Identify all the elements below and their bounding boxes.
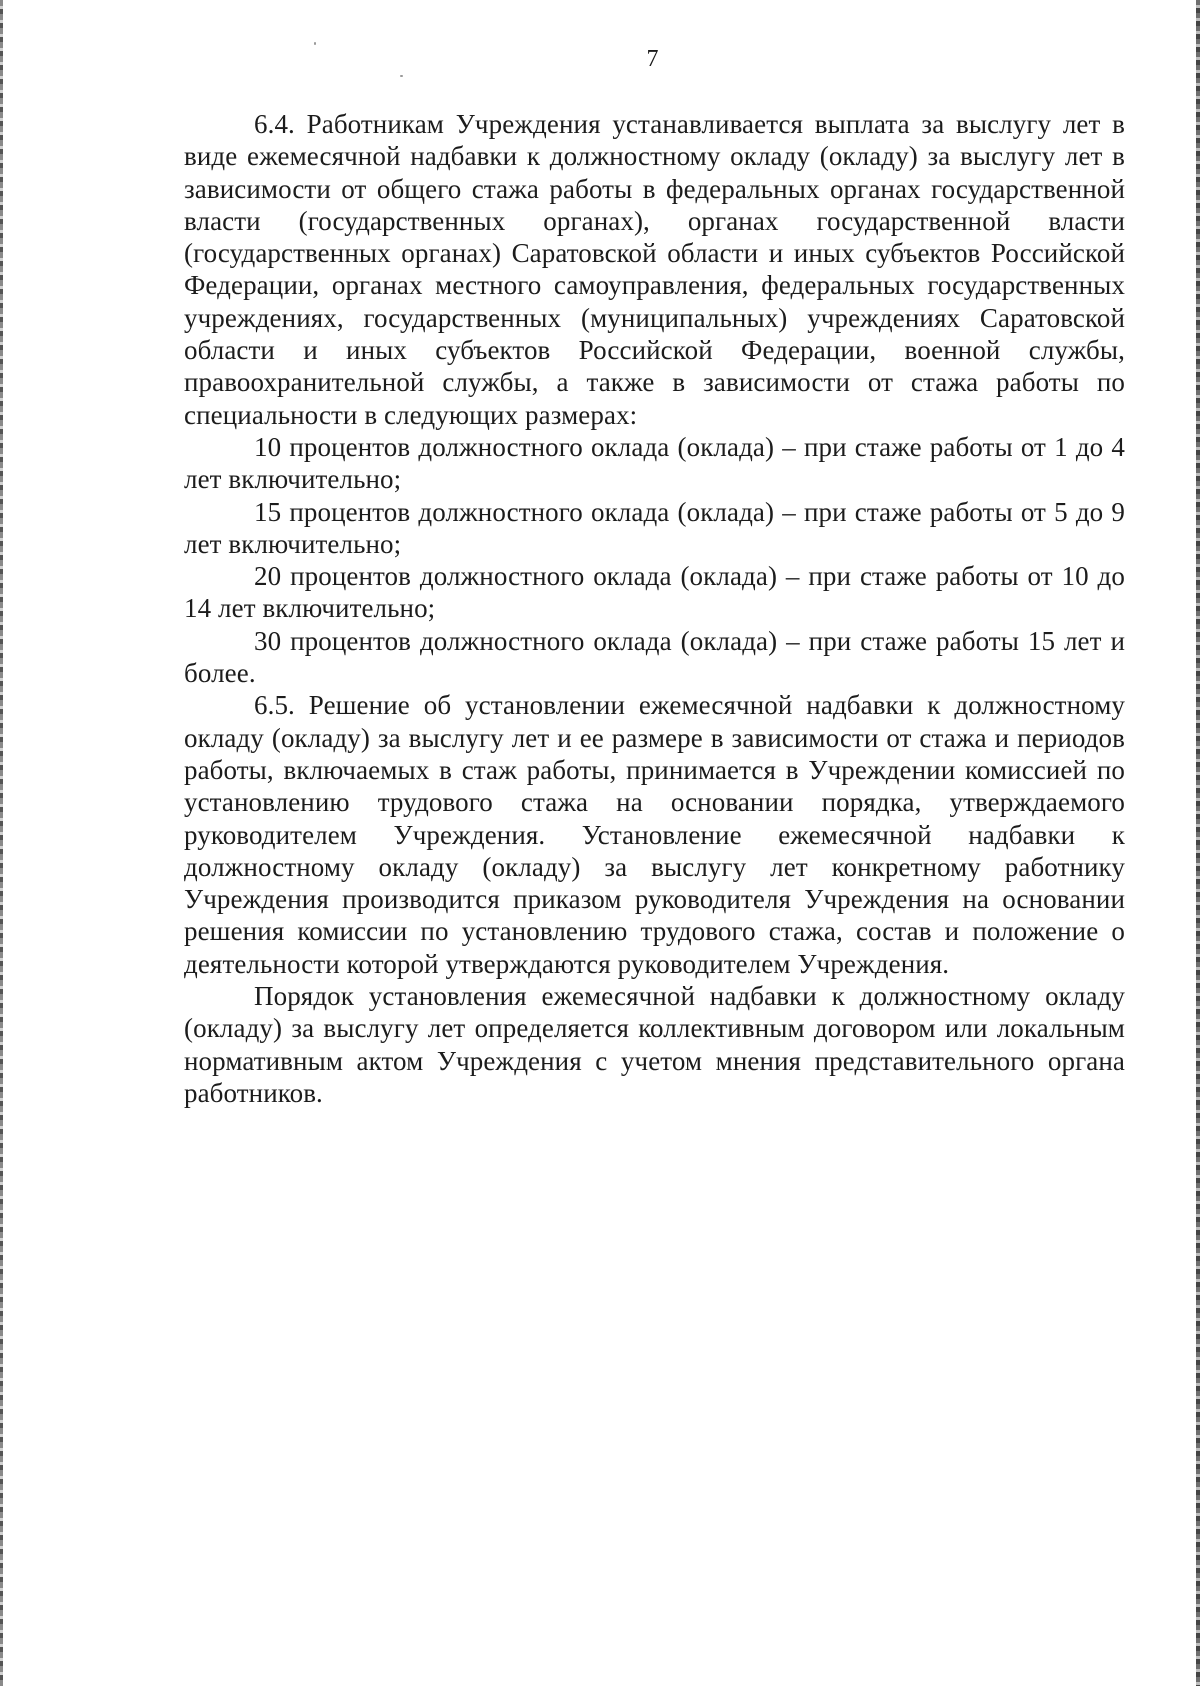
scan-edge-left — [0, 0, 3, 1686]
paragraph-procedure: Порядок установления ежемесячной надбавки к должностному окладу (окладу) за выслугу лет определяется коллективным договором или локальным нормативным актом Учреждения с учетом мнения представительного органа работников. — [184, 981, 1125, 1108]
scan-edge-right — [1196, 0, 1200, 1686]
paragraph-6-4: 6.4. Работникам Учреждения устанавливается выплата за выслугу лет в виде ежемесячной надбавки к должностному окладу (окладу) за выслугу лет в зависимости от общего стажа работы в федеральных органах государственной власти (государственных органах), органах государственной власти (государственных органах) Саратовской области и иных субъектов Российской Федерации, органах местного самоуправления, федеральных государственных учреждениях, государственных (муниципальных) учреждениях Саратовской области и иных субъектов Российской Федерации, военной службы, правоохранительной службы, а также в зависимости от стажа работы по специальности в следующих размерах: — [184, 109, 1125, 430]
paragraph-rate-20: 20 процентов должностного оклада (оклада) – при стаже работы от 10 до 14 лет включительно; — [184, 561, 1125, 624]
paragraph-rate-10: 10 процентов должностного оклада (оклада) – при стаже работы от 1 до 4 лет включительно; — [184, 431, 1125, 495]
page-number: 7 — [646, 46, 659, 72]
paragraph-rate-15: 15 процентов должностного оклада (оклада) – при стаже работы от 5 до 9 лет включительно; — [184, 496, 1125, 559]
paragraph-6-5: 6.5. Решение об установлении ежемесячной надбавки к должностному окладу (окладу) за выслугу лет и ее размере в зависимости от стажа и периодов работы, включаемых в стаж работы, принимается в Учреждении комиссией по установлению трудового стажа на основании порядка, утверждаемого руководителем Учреждения. Установление ежемесячной надбавки к должностному окладу (окладу) за выслугу лет конкретному работнику Учреждения производится приказом руководителя Учреждения на основании решения комиссии по установлению трудового стажа, состав и положение о деятельности которой утверждаются руководителем Учреждения. — [184, 690, 1125, 979]
scan-speck — [314, 42, 316, 45]
scan-speck — [400, 75, 403, 77]
document-body — [184, 108, 1125, 1109]
paragraph-rate-30: 30 процентов должностного оклада (оклада) – при стаже работы 15 лет и более. — [184, 625, 1125, 689]
